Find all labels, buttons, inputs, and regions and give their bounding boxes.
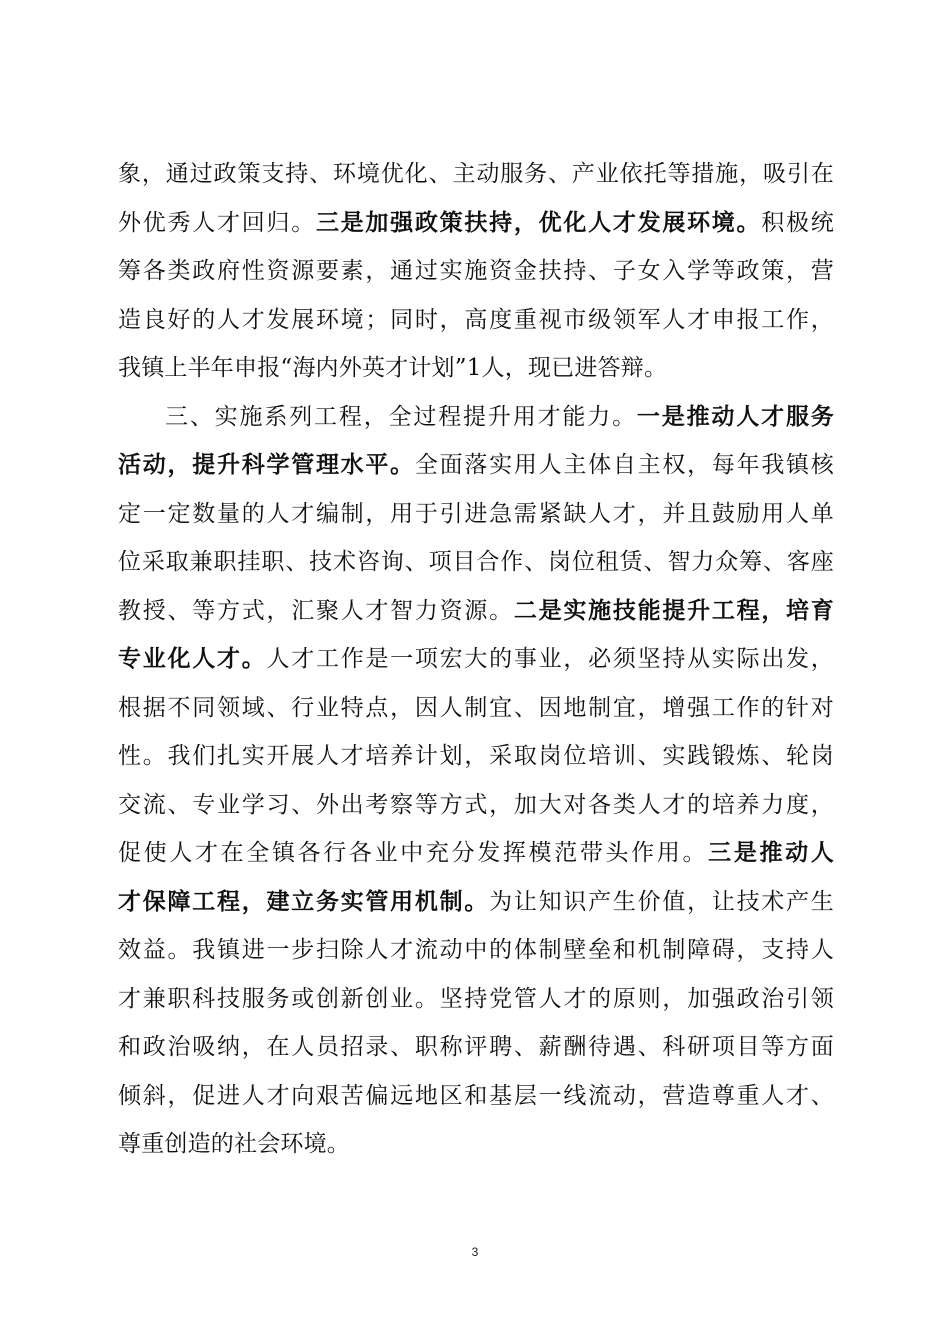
text-line (118, 1120, 834, 1169)
bold-text-run: 活动，提升科学管理水平。 (118, 451, 415, 478)
body-text (118, 150, 834, 1169)
bold-text-run: 专业化人才。 (118, 645, 267, 672)
text-run: 造良好的人才发展环境；同时，高度重视市级领军人才申报工作， (118, 306, 834, 333)
text-run: 我镇上半年申报“海内外英才计划”1人，现已进答辩。 (118, 355, 668, 381)
text-run: 全面落实用人主体自主权，每年我镇核 (414, 452, 835, 478)
text-line (118, 393, 834, 442)
text-line (118, 926, 834, 975)
text-line (118, 635, 834, 684)
text-run: 交流、专业学习、外出考察等方式，加大对各类人才的培养力度， (118, 791, 834, 818)
text-line (118, 878, 834, 927)
text-run: 积极统 (761, 209, 834, 236)
text-line (118, 490, 834, 539)
bold-text-run: 三是加强政策扶持，优化人才发展环境。 (315, 208, 762, 236)
text-line (118, 781, 834, 830)
text-run: 促使人才在全镇各行各业中充分发挥模范带头作用。 (118, 840, 709, 866)
text-line (118, 150, 834, 199)
text-line (118, 732, 834, 781)
text-run: 才兼职科技服务或创新创业。坚持党管人才的原则，加强政治引领 (118, 985, 834, 1012)
page-number: 3 (471, 1245, 479, 1259)
bold-text-run: 三是推动人 (708, 839, 834, 866)
bold-text-run: 二是实施技能提升工程，培育 (513, 596, 834, 624)
text-line (118, 684, 834, 733)
text-run: 定一定数量的人才编制，用于引进急需紧缺人才，并且鼓励用人单 (118, 500, 834, 527)
text-line (118, 975, 834, 1024)
text-line (118, 1072, 834, 1121)
text-line (118, 344, 834, 393)
text-run: 和政治吸纳，在人员招录、职称评聘、薪酬待遇、科研项目等方面 (118, 1034, 834, 1060)
bold-text-run: 一是推动人才服务 (636, 402, 834, 430)
text-line (118, 829, 834, 878)
text-run: 象，通过政策支持、环境优化、主动服务、产业依托等措施，吸引在 (118, 161, 834, 187)
bold-text-run: 才保障工程，建立务实管用机制。 (118, 887, 490, 915)
text-run: 三、实施系列工程，全过程提升用才能力。 (165, 403, 637, 430)
text-run: 尊重创造的社会环境。 (118, 1131, 350, 1157)
text-run: 教授、等方式，汇聚人才智力资源。 (118, 597, 514, 624)
text-line (118, 199, 834, 248)
text-line (118, 1023, 834, 1072)
text-line (118, 296, 834, 345)
text-line (118, 247, 834, 296)
text-run: 性。我们扎实开展人才培养计划，采取岗位培训、实践锻炼、轮岗 (118, 743, 834, 769)
text-run: 人才工作是一项宏大的事业，必须坚持从实际出发， (266, 646, 835, 672)
text-run: 外优秀人才回归。 (118, 209, 316, 236)
text-run: 筹各类政府性资源要素，通过实施资金扶持、子女入学等政策，营 (118, 258, 834, 284)
text-run: 根据不同领域、行业特点，因人制宜、因地制宜，增强工作的针对 (118, 694, 834, 721)
text-run: 位采取兼职挂职、技术咨询、项目合作、岗位租赁、智力众筹、客座 (118, 549, 834, 575)
text-run: 效益。我镇进一步扫除人才流动中的体制壁垒和机制障碍，支持人 (118, 937, 834, 963)
text-run: 倾斜，促进人才向艰苦偏远地区和基层一线流动，营造尊重人才、 (118, 1082, 834, 1109)
text-line (118, 538, 834, 587)
text-line (118, 587, 834, 636)
text-line (118, 441, 834, 490)
text-run: 为让知识产生价值，让技术产生 (489, 888, 834, 915)
